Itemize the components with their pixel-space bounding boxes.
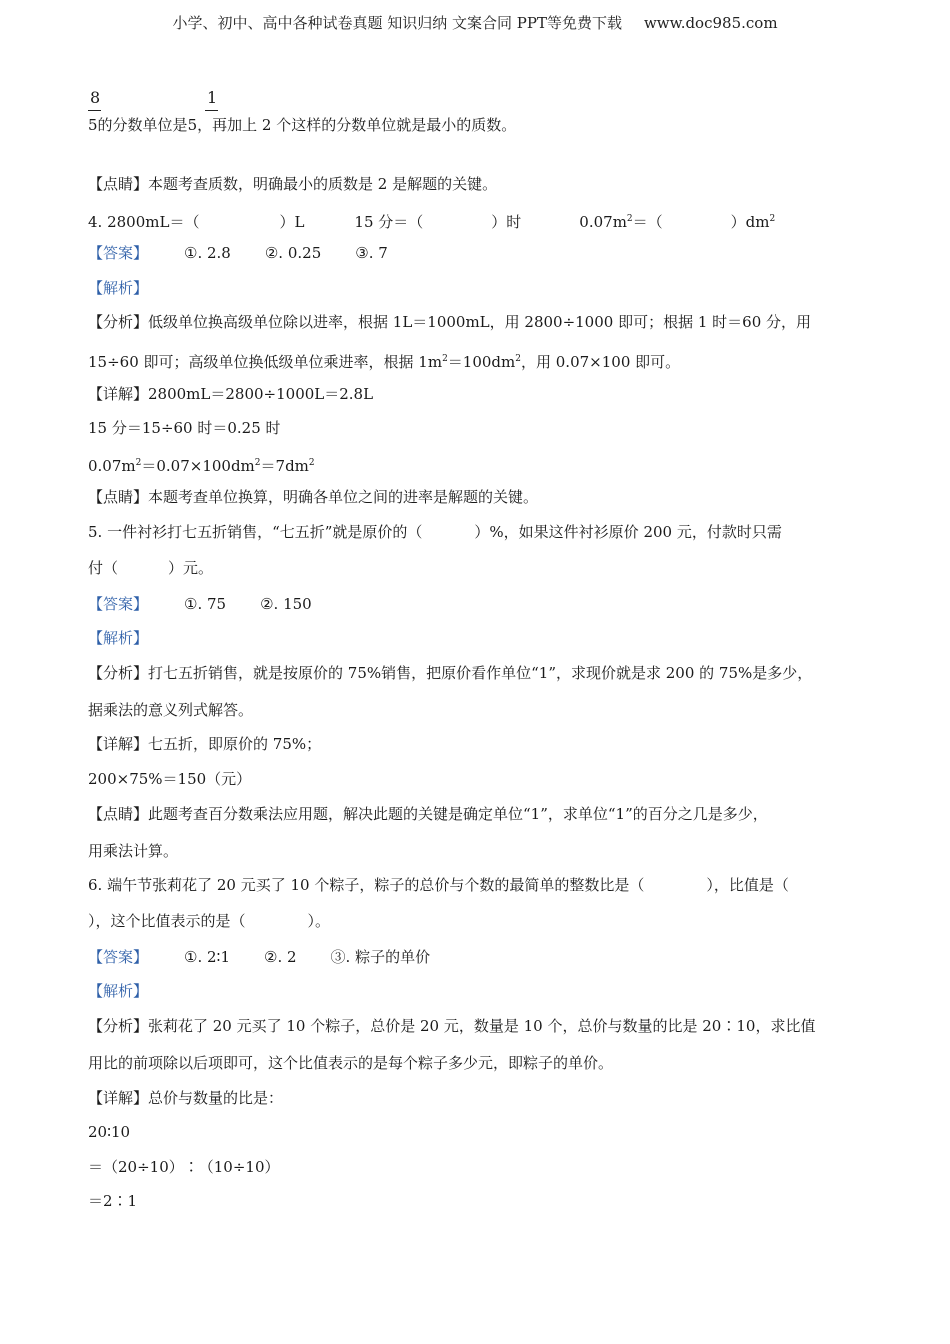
q6-detail-2: 20∶10 (88, 1123, 131, 1141)
answer-label: 【答案】 (88, 948, 149, 966)
q4-question: 4. 2800mL＝（ ）L 15 分＝（ ）时 $0.07m^2=$（ ）$dm^2$ (88, 213, 776, 231)
q4-tip: 【点睛】本题考查单位换算，明确各单位之间的进率是解题的关键。 (88, 488, 539, 506)
q4-detail-1: 【详解】2800mL＝2800÷1000L＝2.8L (88, 385, 374, 403)
q5-tip-1: 【点睛】此题考查百分数乘法应用题，解决此题的关键是确定单位“1”，求单位“1”的百分之几是多少， (88, 805, 768, 823)
q5-detail-2: 200×75%＝150（元） (88, 770, 252, 788)
q3-fraction-line: 5的分数单位是5，再加上 2 个这样的分数单位就是最小的质数。 (88, 116, 517, 134)
q6-analysis-2: 用比的前项除以后项即可，这个比值表示的是每个粽子多少元，即粽子的单价。 (88, 1054, 614, 1072)
fraction-1-bar (88, 110, 101, 111)
q5-question-2: 付（ ）元。 (88, 559, 214, 577)
q6-detail-1: 【详解】总价与数量的比是： (88, 1089, 284, 1107)
answer-label: 【答案】 (88, 244, 149, 262)
q6-answer: 【答案】 ①. 2∶1 ②. 2 ③. 粽子的单价 (88, 948, 431, 966)
q6-question-1: 6. 端午节张莉花了 20 元买了 10 个粽子，粽子的总价与个数的最简单的整数比是（ ），比值是（ (88, 876, 789, 894)
q5-tip-2: 用乘法计算。 (88, 842, 179, 860)
header-text: 小学、初中、高中各种试卷真题 知识归纳 文案合同 PPT等免费下载 (172, 14, 622, 32)
fraction-2-bar (205, 110, 218, 111)
q5-parse-label: 【解析】 (88, 629, 149, 647)
q5-analysis-1: 【分析】打七五折销售，就是按原价的 75%销售，把原价看作单位“1”，求现价就是求 200 的 75%是多少， (88, 664, 813, 682)
q6-detail-4: ＝2∶1 (88, 1192, 138, 1210)
q6-question-2: ），这个比值表示的是（ ）。 (88, 912, 331, 930)
header-site-link[interactable]: www.doc985.com (643, 14, 778, 32)
fraction-2-denominator: 5 (187, 116, 198, 134)
q4-answer: 【答案】 ①. 2.8 ②. 0.25 ③. 7 (88, 244, 388, 262)
q4-analysis-1: 【分析】低级单位换高级单位除以进率，根据 1L＝1000mL，用 2800÷1000 即可；根据 1 时＝60 分，用 (88, 313, 812, 331)
fraction-1-numerator: 8 (90, 88, 101, 107)
fraction-2-numerator: 1 (207, 88, 218, 107)
q6-detail-3: ＝（20÷10）∶（10÷10） (88, 1158, 280, 1176)
q4-detail-3: $0.07m^2=0.07\times 100dm^2=7dm^2$ (88, 457, 315, 475)
q5-detail-1: 【详解】七五折，即原价的 75%； (88, 735, 322, 753)
q5-answer: 【答案】 ①. 75 ②. 150 (88, 595, 312, 613)
q4-detail-2: 15 分＝15÷60 时＝0.25 时 (88, 419, 281, 437)
q4-parse-label: 【解析】 (88, 279, 149, 297)
q6-analysis-1: 【分析】张莉花了 20 元买了 10 个粽子，总价是 20 元，数量是 10 个，总价与数量的比是 20∶10，求比值 (88, 1017, 816, 1035)
q5-question-1: 5. 一件衬衫打七五折销售，“七五折”就是原价的（ ）%，如果这件衬衫原价 200 元，付款时只需 (88, 523, 782, 541)
q3-tip: 【点睛】本题考查质数，明确最小的质数是 2 是解题的关键。 (88, 175, 498, 193)
page-header (0, 12, 950, 33)
answer-label: 【答案】 (88, 595, 149, 613)
fraction-1-denominator: 5 (88, 116, 98, 134)
q4-analysis-2: 15÷60 即可；高级单位换低级单位乘进率，根据 $1m^2=100dm^2$，用 0.07×100 即可。 (88, 353, 681, 371)
q5-analysis-2: 据乘法的意义列式解答。 (88, 701, 254, 719)
q6-parse-label: 【解析】 (88, 982, 149, 1000)
